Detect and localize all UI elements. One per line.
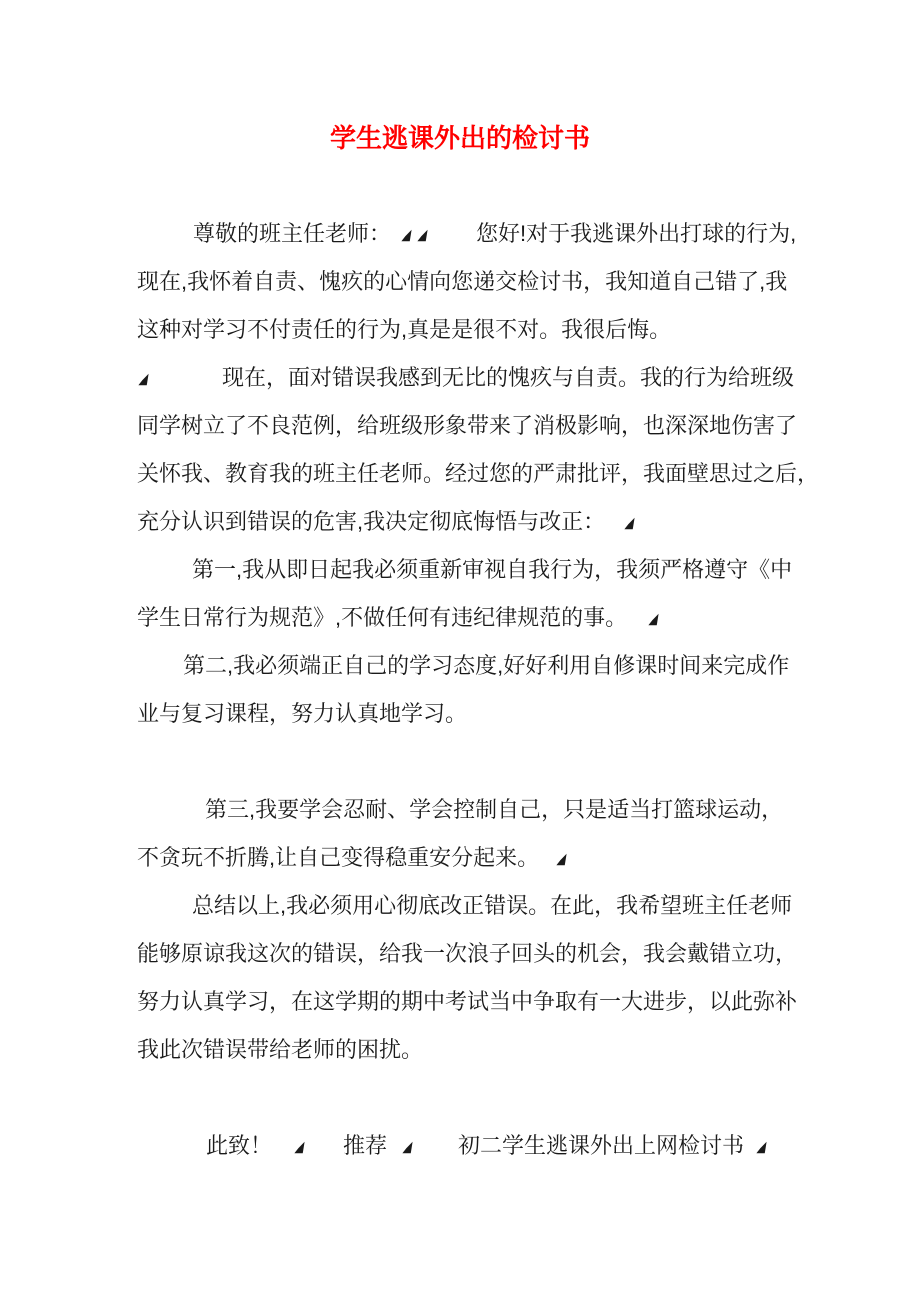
text-run: 学生日常行为规范》,不做任何有违纪律规范的事。 — [137, 605, 628, 630]
paragraph-mark-icon — [401, 1141, 414, 1154]
text-line — [137, 546, 920, 594]
paragraph-mark-icon — [400, 229, 413, 242]
text-run: 总结以上,我必须用心彻底改正错误。在此，我希望班主任老师 — [192, 893, 793, 918]
text-line — [137, 978, 920, 1026]
paragraph-mark-icon — [137, 373, 150, 386]
text-line — [137, 210, 920, 258]
text-run: 充分认识到错误的危害,我决定彻底悔悟与改正： — [137, 509, 606, 534]
text-run: 此致！ — [206, 1133, 273, 1158]
paragraph-mark-icon — [623, 517, 636, 530]
text-line — [137, 690, 920, 738]
text-run: 第三,我要学会忍耐、学会控制自己，只是适当打篮球运动， — [205, 797, 784, 822]
spacer — [605, 528, 623, 529]
text-line — [137, 402, 920, 450]
spacer — [744, 1152, 755, 1153]
text-line — [137, 498, 920, 546]
text-run: 同学树立了不良范例，给班级形象带来了消极影响，也深深地伤害了 — [137, 413, 798, 438]
text-run: 初二学生逃课外出上网检讨书 — [458, 1133, 745, 1158]
text-line — [137, 642, 920, 690]
paragraph-mark-icon — [755, 1141, 768, 1154]
text-line — [137, 834, 920, 882]
text-run: 不贪玩不折腾,让自己变得稳重安分起来。 — [137, 845, 540, 870]
text-line — [137, 786, 920, 834]
text-run: 第一,我从即日起我必须重新审视自我行为，我须严格遵守《中 — [192, 557, 793, 582]
text-run: 我此次错误带给老师的困扰。 — [137, 1037, 424, 1062]
text-run: 业与复习课程，努力认真地学习。 — [137, 701, 468, 726]
blank-line — [137, 738, 920, 786]
text-line — [137, 306, 920, 354]
text-line — [137, 882, 920, 930]
paragraph-mark-icon — [293, 1141, 306, 1154]
spacer — [387, 1152, 401, 1153]
paragraph-mark-icon — [555, 853, 568, 866]
text-run: 能够原谅我这次的错误，给我一次浪子回头的机会，我会戴错立功， — [137, 941, 798, 966]
spacer — [627, 624, 647, 625]
text-line — [137, 450, 920, 498]
blank-line — [137, 1074, 920, 1122]
paragraph-mark-icon — [416, 229, 429, 242]
spacer — [306, 1152, 343, 1153]
paragraph-mark-icon — [647, 613, 660, 626]
text-line — [137, 1122, 920, 1170]
document-title: 学生逃课外出的检讨书 — [329, 123, 590, 153]
text-run: 努力认真学习，在这学期的期中考试当中争取有一大进步，以此弥补 — [137, 989, 798, 1014]
spacer — [539, 864, 555, 865]
spacer — [150, 384, 222, 385]
text-run: 第二,我必须端正自己的学习态度,好好利用自修课时间来完成作 — [183, 653, 790, 678]
text-run: 关怀我、教育我的班主任老师。经过您的严肃批评，我面壁思过之后， — [137, 461, 820, 486]
text-run: 尊敬的班主任老师： — [193, 221, 392, 246]
document-body — [0, 210, 920, 1170]
spacer — [414, 1152, 458, 1153]
text-run: 现在，面对错误我感到无比的愧疚与自责。我的行为给班级 — [222, 365, 795, 390]
text-run: 现在,我怀着自责、愧疚的心情向您递交检讨书，我知道自己错了,我 — [137, 269, 788, 294]
text-line — [137, 258, 920, 306]
text-line — [137, 930, 920, 978]
spacer — [391, 240, 400, 241]
text-line — [137, 594, 920, 642]
text-line — [137, 354, 920, 402]
text-run: 这种对学习不付责任的行为,真是是很不对。我很后悔。 — [137, 317, 672, 342]
spacer — [429, 240, 476, 241]
text-run: 推荐 — [343, 1133, 388, 1158]
text-run: 您好!对于我逃课外出打球的行为, — [476, 221, 797, 246]
text-line — [137, 1026, 920, 1074]
spacer — [272, 1152, 293, 1153]
